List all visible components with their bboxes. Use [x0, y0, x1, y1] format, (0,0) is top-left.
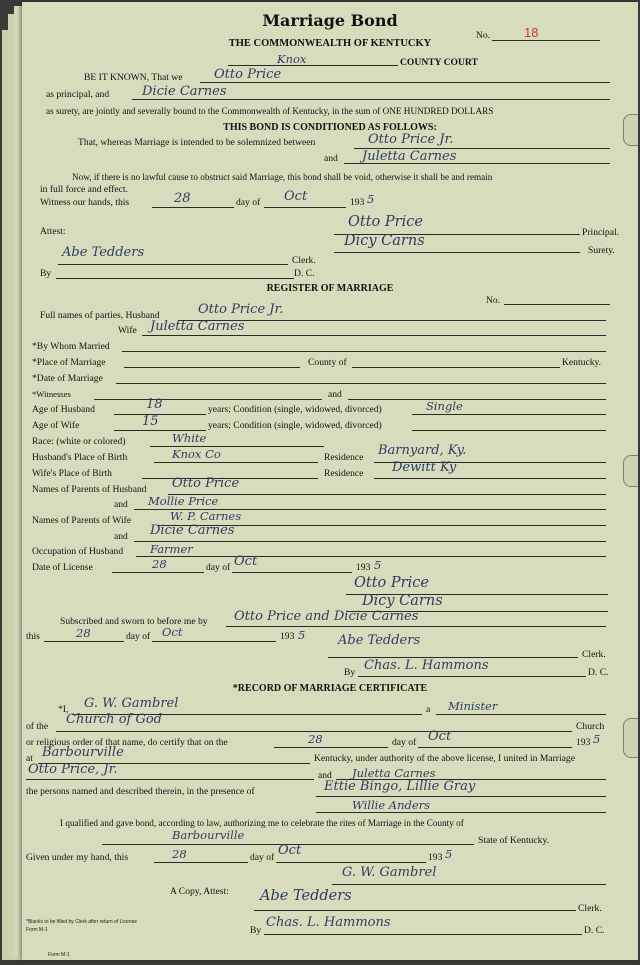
- wife-birth-label: Wife's Place of Birth: [32, 468, 112, 479]
- by-label: By: [250, 925, 262, 936]
- wife-residence: Dewitt Ky: [392, 460, 457, 475]
- witness-label: Witness our hands, this: [40, 197, 130, 208]
- wife-father: W. P. Carnes: [170, 509, 242, 523]
- witness-year: 5: [367, 192, 375, 206]
- given-label: Given under my hand, this: [26, 852, 129, 863]
- witnesses-line2: Willie Anders: [352, 798, 431, 812]
- a-label: a: [426, 704, 431, 715]
- county-celebrated: Barbourville: [172, 828, 245, 842]
- date-label: *Date of Marriage: [32, 373, 103, 384]
- party-signature-2: Dicy Carns: [362, 593, 443, 609]
- at-label: at: [26, 753, 33, 764]
- cert-year: 5: [593, 732, 601, 746]
- parents-wife-label: Names of Parents of Wife: [32, 515, 132, 526]
- by-whom-label: *By Whom Married: [32, 341, 110, 352]
- husband-name: Otto Price Jr.: [198, 302, 284, 317]
- register-heading: REGISTER OF MARRIAGE: [266, 283, 394, 294]
- husband-father: Otto Price: [172, 476, 240, 491]
- wife-name: Juletta Carnes: [150, 319, 245, 334]
- husband-mother: Mollie Price: [148, 494, 219, 508]
- day-of-label: day of: [206, 562, 231, 573]
- persons-named-text: the persons named and described therein, in the presence of: [26, 786, 255, 797]
- now-if-text: Now, if there is no lawful cause to obstruct said Marriage, this bond shall be void, otherwise it shall be and remain: [72, 172, 493, 182]
- and-label: and: [114, 499, 128, 510]
- cert-day: 28: [308, 732, 323, 746]
- occupation-value: Farmer: [150, 542, 193, 556]
- i-label: *I,: [58, 704, 69, 715]
- marriage-place: Barbourville: [42, 745, 124, 760]
- this-label: this: [26, 631, 40, 642]
- place-label: *Place of Marriage: [32, 357, 106, 368]
- full-names-label: Full names of parties, Husband: [40, 310, 160, 321]
- and-label: and: [328, 389, 342, 400]
- license-date-label: Date of License: [32, 562, 93, 573]
- bride-name: Juletta Carnes: [352, 766, 436, 780]
- license-month: Oct: [234, 554, 258, 569]
- parents-husband-label: Names of Parents of Husband: [32, 484, 147, 495]
- as-surety-text: as surety, are jointly and severally bound to the Commonwealth of Kentucky, in the sum of ONE HUNDRED DOLLARS: [46, 106, 494, 116]
- county-value: Knox: [277, 52, 307, 66]
- husband-residence: Barnyard, Ky.: [378, 443, 467, 458]
- minister-title: Minister: [448, 699, 498, 713]
- kentucky-label: Kentucky.: [562, 357, 602, 368]
- and-label: and: [318, 770, 332, 781]
- day-of-label: day of: [236, 197, 261, 208]
- index-tab: [623, 455, 638, 487]
- surety-label: Surety.: [588, 245, 615, 256]
- race-label: Race: (white or colored): [32, 436, 126, 447]
- year-prefix: 193: [356, 562, 371, 573]
- state-label: State of Kentucky.: [478, 835, 550, 846]
- witnesses-label: *Witnesses: [32, 389, 71, 399]
- copy-attest-label: A Copy, Attest:: [170, 886, 229, 897]
- sworn-year: 5: [298, 628, 306, 642]
- clerk-label: Clerk.: [582, 649, 606, 660]
- condition-husband: Single: [426, 399, 463, 413]
- year-prefix: 193: [280, 631, 295, 642]
- witness-month: Oct: [284, 189, 308, 204]
- surety-name: Dicie Carnes: [142, 84, 227, 99]
- attest-label: Attest:: [40, 226, 66, 237]
- dc-label: D. C.: [584, 925, 605, 936]
- residence-label: Residence: [324, 452, 364, 463]
- given-day: 28: [172, 847, 187, 861]
- commonwealth-heading: THE COMMONWEALTH OF KENTUCKY: [228, 38, 432, 49]
- residence-label: Residence: [324, 468, 364, 479]
- years-condition-label: years; Condition (single, widowed, divorced): [208, 404, 382, 415]
- clerk-label: Clerk.: [292, 255, 316, 266]
- form-number: Form M-1: [26, 927, 48, 933]
- certify-text: or religious order of that name, do certify that on the: [26, 737, 228, 748]
- by-label: By: [40, 268, 52, 279]
- party1-name: Otto Price Jr.: [368, 132, 454, 147]
- witness-day: 28: [174, 191, 191, 206]
- husband-birth-label: Husband's Place of Birth: [32, 452, 128, 463]
- cert-month: Oct: [428, 729, 452, 744]
- year-prefix: 193: [428, 852, 443, 863]
- witnesses-line1: Ettie Bingo, Lillie Gray: [324, 779, 476, 794]
- bottom-form-number: Form M-1: [48, 952, 70, 958]
- bond-number: 18: [524, 25, 539, 40]
- wife-label: Wife: [118, 325, 137, 336]
- day-of-label: day of: [126, 631, 151, 642]
- day-of-label: day of: [392, 737, 417, 748]
- qualified-text: I qualified and gave bond, according to law, authorizing me to celebrate the rites of Marriage in the County of: [60, 818, 464, 828]
- minister-name: G. W. Gambrel: [84, 696, 179, 711]
- register-clerk-signature: Abe Tedders: [338, 633, 421, 648]
- year-prefix: 193: [576, 737, 591, 748]
- certificate-heading: *RECORD OF MARRIAGE CERTIFICATE: [232, 683, 428, 694]
- race-value: White: [172, 431, 207, 445]
- whereas-text: That, whereas Marriage is intended to be solemnized between: [78, 137, 316, 148]
- and-label: and: [114, 531, 128, 542]
- husband-birth: Knox Co: [172, 447, 221, 461]
- groom-name: Otto Price, Jr.: [28, 762, 118, 777]
- church-label: Church: [576, 721, 605, 732]
- party2-name: Juletta Carnes: [362, 149, 457, 164]
- age-husband-label: Age of Husband: [32, 404, 95, 415]
- bond-number-label: No.: [476, 30, 491, 41]
- of-the-label: of the: [26, 721, 49, 732]
- years-condition-label: years; Condition (single, widowed, divorced): [208, 420, 382, 431]
- register-no-label: No.: [486, 295, 501, 306]
- dc-label: D. C.: [588, 667, 609, 678]
- day-of-label: day of: [250, 852, 275, 863]
- by-label: By: [344, 667, 356, 678]
- given-year: 5: [445, 847, 453, 861]
- dc-label: D. C.: [294, 268, 315, 279]
- clerk-signature: Abe Tedders: [62, 245, 145, 260]
- be-it-known-label: BE IT KNOWN, That we: [84, 72, 183, 83]
- license-year: 5: [374, 558, 382, 572]
- marriage-bond-document: [22, 2, 638, 960]
- footnote: *Blanks to be filled by Clerk after return of License: [26, 919, 137, 925]
- and-label: and: [324, 153, 338, 164]
- age-wife: 15: [142, 414, 159, 429]
- attest-deputy-signature: Chas. L. Hammons: [266, 915, 391, 930]
- county-of-label: County of: [308, 357, 347, 368]
- occupation-label: Occupation of Husband: [32, 546, 124, 557]
- county-court-label: COUNTY COURT: [400, 57, 478, 68]
- document-title: Marriage Bond: [262, 11, 398, 30]
- as-principal-label: as principal, and: [46, 89, 110, 100]
- wife-mother: Dicie Carnes: [150, 523, 235, 538]
- license-day: 28: [152, 557, 167, 571]
- attest-clerk-signature: Abe Tedders: [260, 888, 352, 904]
- minister-signature: G. W. Gambrel: [342, 865, 437, 880]
- clerk-label: Clerk.: [578, 903, 602, 914]
- principal-label: Principal.: [582, 227, 620, 238]
- kentucky-under-text: Kentucky, under authority of the above license, I united in Marriage: [314, 753, 575, 764]
- party-signature-1: Otto Price: [354, 575, 429, 591]
- surety-signature: Dicy Carns: [344, 233, 425, 249]
- age-husband: 18: [146, 397, 163, 412]
- principal-signature: Otto Price: [348, 214, 423, 230]
- given-month: Oct: [278, 843, 302, 858]
- age-wife-label: Age of Wife: [32, 420, 80, 431]
- sworn-month: Oct: [162, 625, 183, 639]
- subscribed-label: Subscribed and sworn to before me by: [60, 616, 208, 627]
- register-deputy-signature: Chas. L. Hammons: [364, 658, 489, 673]
- church-name: Church of God: [66, 712, 162, 727]
- year-prefix: 193: [350, 197, 365, 208]
- sworn-day: 28: [76, 626, 91, 640]
- conditioned-heading: THIS BOND IS CONDITIONED AS FOLLOWS:: [223, 122, 437, 133]
- subscribed-names: Otto Price and Dicie Carnes: [234, 609, 419, 624]
- full-force-text: in full force and effect.: [40, 184, 128, 195]
- principal-name: Otto Price: [214, 67, 282, 82]
- index-tab: [623, 718, 638, 758]
